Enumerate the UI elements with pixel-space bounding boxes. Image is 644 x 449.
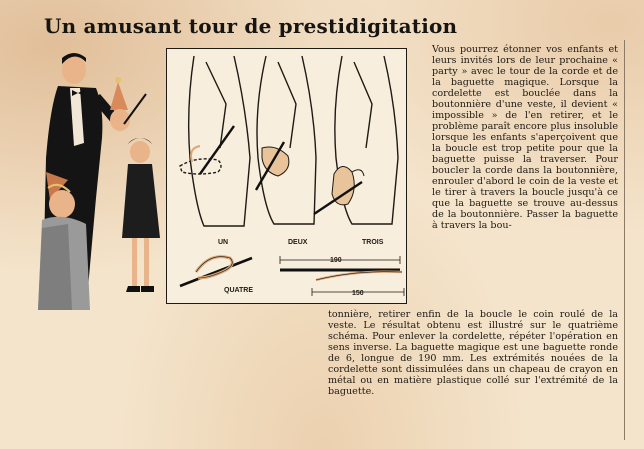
step-label-un: UN <box>218 239 229 246</box>
step-label-deux: DEUX <box>288 239 308 246</box>
dimension-190: 190 <box>330 257 342 264</box>
step-label-quatre: QUATRE <box>224 287 254 294</box>
article-title: Un amusant tour de prestidigitation <box>44 14 458 38</box>
column-divider <box>624 40 625 440</box>
article-body-bottom: tonnière, retirer enfin de la boucle le coin roulé de la veste. Le résultat obtenu est illustré sur le quatrième schéma. Pour enlever la cordelette, répéter l'opération en sens inverse. La baguette magique est une baguette ronde de 6, longue de 190 mm. Les extrémités nouées de la cordelette sont dissimulées dans un chapeau de crayon en métal ou en matière plastique collé sur l'extrémité de la baguette. <box>328 309 618 397</box>
magician-illustration <box>28 48 168 310</box>
step-label-trois: TROIS <box>362 239 384 246</box>
article-body-column: Vous pourrez étonner vos enfants et leurs invités lors de leur prochaine « party » avec le tour de la corde et de la baguette magique. Lorsque la cordelette est bouclée dans la boutonnière d'une veste, il devient « impossible » de l'en retirer, et le problème paraît encore plus insoluble lorsque les enfants s'aperçoivent que la boucle est trop petite pour que la baguette puisse la traverser. Pour boucler la corde dans la boutonnière, enrouler d'abord le coin de la veste et le tirer à travers la boucle jusqu'à ce que la baguette se trouve au-dessus de la boutonnière. Passer la baguette à travers la bou- <box>432 44 618 231</box>
trick-diagram <box>166 48 420 304</box>
dimension-150: 150 <box>352 290 364 297</box>
